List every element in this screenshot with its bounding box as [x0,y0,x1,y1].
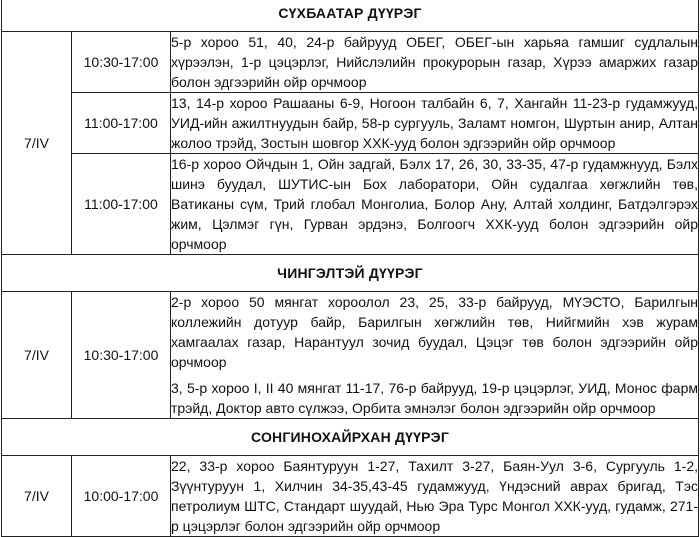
location-text: 13, 14-р хороо Рашааны 6-9, Ногоон талбайн 6, 7, Хангайн 11-23-р гудамжууд, УИД-ийн ажилтнуудын байр, 58-р сургууль, Заламт номгон, Шуртын анир, Алтан жолоо трэйд, Зостын шовгор ХХК-ууд болон эдгээрийн ойр орчмоор [171,95,698,151]
location-cell [171,32,699,93]
location-text: 5-р хороо 51, 40, 24-р байрууд ОБЕГ, ОБЕГ-ын харьяа гамшиг судлалын хүрээлэн, 1-р цэцэрлэг, Нийслэлийн прокурорын газар, Хүрээ амаржих газар болон эдгээрийн ойр орчмоор [171,34,698,90]
table-row [2,154,699,255]
location-cell [171,292,699,419]
time-cell: 10:00-17:00 [72,456,171,537]
location-cell [171,154,699,255]
table-row [2,32,699,93]
district-header-row [2,255,699,292]
district-title: СҮХБААТАР ДҮҮРЭГ [2,0,699,32]
date-cell: 7/IV [2,456,72,537]
table-row [2,456,699,537]
district-title: СОНГИНОХАЙРХАН ДҮҮРЭГ [2,419,699,456]
location-text: 16-р хороо Ойчдын 1, Ойн задгай, Бэлх 17, 26, 30, 33-35, 47-р гудамжнууд, Бэлх шинэ буудал, ШУТИС-ын Бох лаборатори, Ойн судалгаа хөгжлийн төв, Ватиканы сүм, Трий глобал Монголиа, Болор Ану, Алтай холдинг, Батдэлгэрэх жим, Цэлмэг гүн, Гурван эрдэнэ, Болгоогч ХХК-ууд болон эдгээрийн ойр орчмоор [171,156,698,252]
location-text: 2-р хороо 50 мянгат хороолол 23, 25, 33-р байрууд, МҮЭСТО, Барилгын коллежийн дотуур байр, Барилгын хөгжлийн төв, Нийгмийн хэв журам хамгаалах газар, Нарантуул зочид буудал, Цэцэг төв болон эдгээрийн ойр орчмоор [171,294,698,370]
district-header-row [2,419,699,456]
table-row [2,292,699,419]
date-cell: 7/IV [2,292,72,419]
date-cell: 7/IV [2,32,72,255]
time-cell: 11:00-17:00 [72,93,171,154]
time-cell: 10:30-17:00 [72,32,171,93]
district-title: ЧИНГЭЛТЭЙ ДҮҮРЭГ [2,255,699,292]
location-cell [171,456,699,537]
time-cell: 11:00-17:00 [72,154,171,255]
location-text: 22, 33-р хороо Баянтуруун 1-27, Тахилт 3-27, Баян-Уул 3-6, Сургууль 1-2, Зүүнтуруун 1, Хилчин 34-35,43-45 гудамжууд, Үндэсний аврах бригад, Тэс петролиум ШТС, Стандарт шуудай, Нью Эра Турс Монгол ХХК-ууд, гудамж, 271-р цэцэрлэг болон эдгээрийн ойр орчмоор [171,458,698,534]
table-row [2,93,699,154]
location-cell [171,93,699,154]
time-cell: 10:30-17:00 [72,292,171,419]
location-text: 3, 5-р хороо I, II 40 мянгат 11-17, 76-р байрууд, 19-р цэцэрлэг, УИД, Монос фарм трэйд, Доктор авто сүлжээ, Орбита эмнэлэг болон эдгээрийн ойр орчмоор [171,380,698,416]
outage-schedule-table [1,0,699,537]
district-header-row [2,0,699,32]
